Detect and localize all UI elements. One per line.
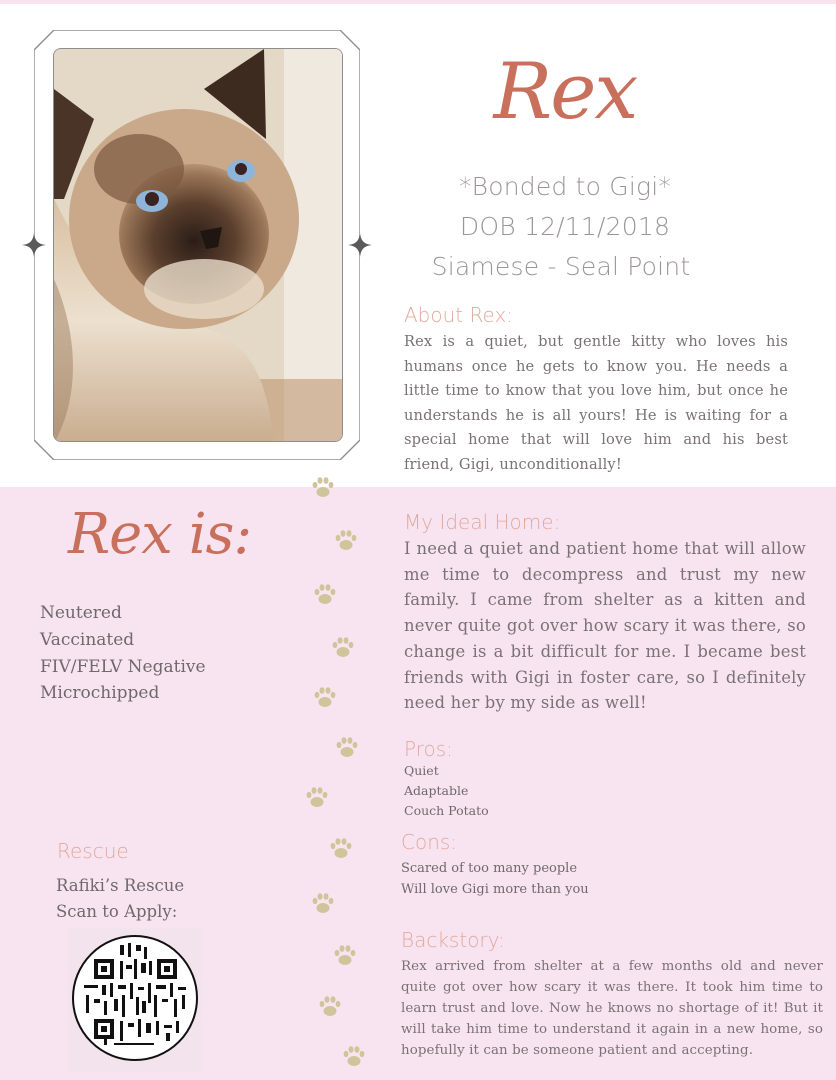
backstory-text: Rex arrived from shelter at a few months old and never quite got over how scary it was there. It took him time to learn trust and love. Now he knows no shortage of it! But it will take him time to understand it again in a new home, so hopefully it can be someone patient and accepting. — [401, 959, 823, 1058]
pro-item: Quiet — [404, 763, 439, 778]
bonded-note: *Bonded to Gigi* — [458, 172, 672, 201]
paw-print-icon — [333, 943, 357, 967]
status-item: Vaccinated — [40, 629, 135, 650]
scan-to-apply-label: Scan to Apply: — [56, 902, 178, 921]
paw-print-icon — [329, 836, 353, 860]
qr-code-icon[interactable] — [72, 935, 198, 1061]
paw-print-icon — [342, 1044, 366, 1068]
paw-print-icon — [318, 994, 342, 1018]
paw-print-icon — [335, 735, 359, 759]
paw-print-icon — [313, 685, 337, 709]
pros-list — [404, 761, 489, 821]
status-item: Neutered — [40, 603, 122, 623]
status-item: FIV/FELV Negative — [40, 656, 206, 677]
backstory-heading: Backstory: — [401, 928, 505, 952]
rescue-name: Rafiki’s Rescue — [56, 876, 185, 895]
about-heading: About Rex: — [404, 303, 514, 327]
con-item: Will love Gigi more than you — [401, 882, 589, 897]
paw-print-icon — [305, 785, 329, 809]
cons-list — [401, 858, 589, 900]
cat-photo — [53, 48, 343, 442]
status-item: Microchipped — [40, 683, 160, 704]
status-list — [40, 600, 206, 707]
rescue-heading: Rescue — [57, 839, 129, 863]
cat-name-title: Rex — [493, 47, 637, 137]
ideal-home-text: I need a quiet and patient home that will allow me time to decompress and trust my new family. I came from shelter as a kitten and never quite got over how scary it was there, so change is a bit difficult for me. I became best friends with Gigi in foster care, so I definitely need her by my side as well! — [404, 539, 806, 713]
pros-heading: Pros: — [404, 737, 453, 761]
pro-item: Adaptable — [404, 783, 469, 798]
qr-pattern — [74, 937, 195, 1058]
cat-illustration — [54, 49, 343, 442]
rex-is-heading: Rex is: — [68, 502, 252, 567]
four-point-star-icon — [22, 233, 46, 257]
pro-item: Couch Potato — [404, 803, 489, 818]
paw-print-icon — [331, 635, 355, 659]
photo-frame — [34, 30, 360, 460]
breed: Siamese - Seal Point — [431, 252, 691, 281]
cons-heading: Cons: — [401, 830, 458, 854]
paw-print-icon — [313, 582, 337, 606]
date-of-birth: DOB 12/11/2018 — [459, 212, 671, 241]
paw-print-icon — [334, 528, 358, 552]
con-item: Scared of too many people — [401, 861, 578, 876]
ideal-home-heading: My Ideal Home: — [404, 510, 561, 534]
about-text: Rex is a quiet, but gentle kitty who loves his humans once he gets to know you. He needs a little time to know that you love him, but once he understands he is all yours! He is waiting for a special home that will love him and his best friend, Gigi, unconditionally! — [404, 333, 788, 473]
paw-print-icon — [311, 475, 335, 499]
paw-print-icon — [311, 891, 335, 915]
rescue-info — [56, 873, 184, 925]
